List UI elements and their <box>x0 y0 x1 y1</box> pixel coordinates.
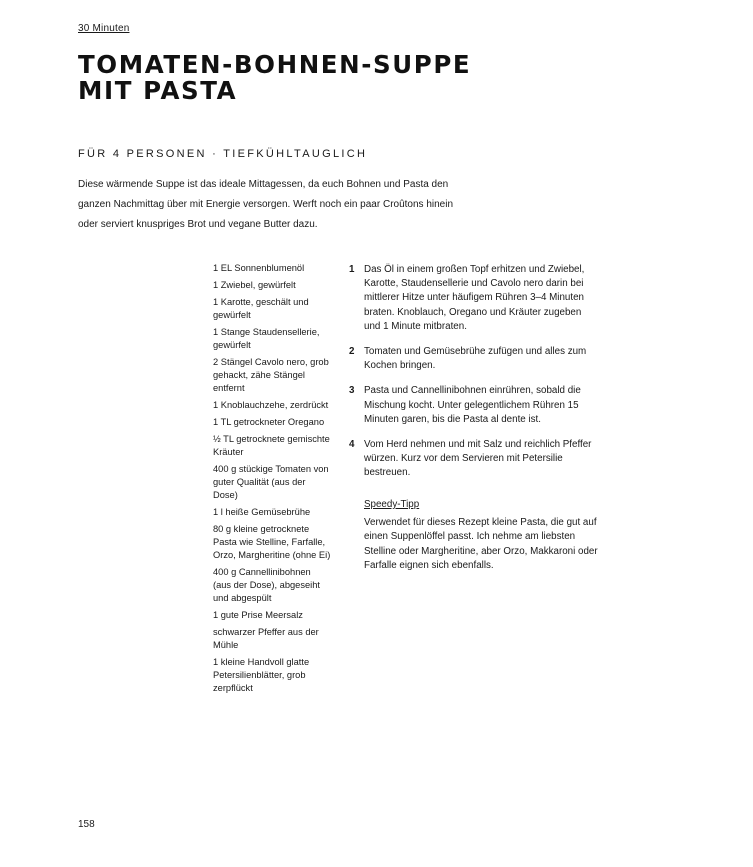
step-number: 1 <box>349 264 355 275</box>
instruction-step <box>349 345 599 373</box>
ingredient-item: 1 Stange Staudensellerie, gewürfelt <box>213 327 320 350</box>
ingredient-item: 1 Zwiebel, gewürfelt <box>213 280 296 290</box>
ingredient-item: ½ TL getrocknete gemischte Kräuter <box>213 434 330 457</box>
step-number: 3 <box>349 385 355 397</box>
ingredient-item: 2 Stängel Cavolo nero, grob gehackt, zähe Stängel entfernt <box>213 357 329 393</box>
step-text: Pasta und Cannellinibohnen einrühren, sobald die Mischung kocht. Unter gelegentlichem Rühren 15 Minuten garen, bis die Pasta al dente ist. <box>364 385 581 425</box>
step-text: Tomaten und Gemüsebrühe zufügen und alles zum Kochen bringen. <box>364 346 587 372</box>
ingredient-item: 1 kleine Handvoll glatte Petersilienblätter, grob zerpflückt <box>213 657 310 693</box>
ingredient-item: schwarzer Pfeffer aus der Mühle <box>213 627 319 650</box>
intro-paragraph: Diese wärmende Suppe ist das ideale Mittagessen, da euch Bohnen und Pasta den ganzen Nachmittag über mit Energie versorgen. Werft noch ein paar Croûtons hinein oder serviert knuspriges Brot und vegane Butter dazu. <box>78 179 454 230</box>
step-text: Das Öl in einem großen Topf erhitzen und Zwiebel, Karotte, Staudensellerie und Cavolo nero darin bei mittlerer Hitze unter häufigem Rühren 3–4 Minuten braten. Knoblauch, Oregano und Kräuter zugeben und 1 Minute mitbraten. <box>364 264 585 332</box>
speedy-tip <box>364 498 600 573</box>
ingredient-item: 1 gute Prise Meersalz <box>213 610 303 620</box>
tip-title: Speedy-Tipp <box>364 499 420 510</box>
ingredient-item: 400 g stückige Tomaten von guter Qualität (aus der Dose) <box>213 464 329 500</box>
instruction-step <box>349 263 599 334</box>
ingredient-item: 1 TL getrockneter Oregano <box>213 417 325 427</box>
tip-text: Verwendet für dieses Rezept kleine Pasta, die gut auf einen Suppenlöffel passt. Ich nehme am liebsten Stelline oder Margheritine, aber Orzo, Makkaroni oder Farfalle eignen sich ebenfalls. <box>364 517 598 571</box>
page-number: 158 <box>78 819 95 830</box>
step-number: 2 <box>349 346 355 358</box>
recipe-title <box>78 52 471 104</box>
step-number: 4 <box>349 439 355 451</box>
step-text: Vom Herd nehmen und mit Salz und reichlich Pfeffer würzen. Kurz vor dem Servieren mit Petersilie bestreuen. <box>364 439 592 479</box>
ingredient-list <box>213 262 331 699</box>
ingredient-item: 1 Knoblauchzehe, zerdrückt <box>213 400 329 410</box>
instruction-step <box>349 438 599 481</box>
servings-subtitle: FÜR 4 PERSONEN · TIEFKÜHLTAUGLICH <box>78 148 368 160</box>
recipe-title-line-1: TOMATEN-BOHNEN-SUPPE <box>78 50 472 79</box>
ingredient-item: 1 Karotte, geschält und gewürfelt <box>213 297 309 320</box>
ingredient-item: 1 EL Sonnenblumenöl <box>213 263 305 273</box>
ingredient-item: 400 g Cannellinibohnen (aus der Dose), abgeseiht und abgespült <box>213 567 320 603</box>
instruction-step <box>349 384 599 427</box>
ingredient-item: 1 l heiße Gemüsebrühe <box>213 507 311 517</box>
ingredient-item: 80 g kleine getrocknete Pasta wie Stelline, Farfalle, Orzo, Margheritine (ohne Ei) <box>213 524 331 560</box>
instruction-steps <box>349 263 599 492</box>
time-tag: 30 Minuten <box>78 23 130 34</box>
recipe-title-line-2: MIT PASTA <box>78 76 238 105</box>
